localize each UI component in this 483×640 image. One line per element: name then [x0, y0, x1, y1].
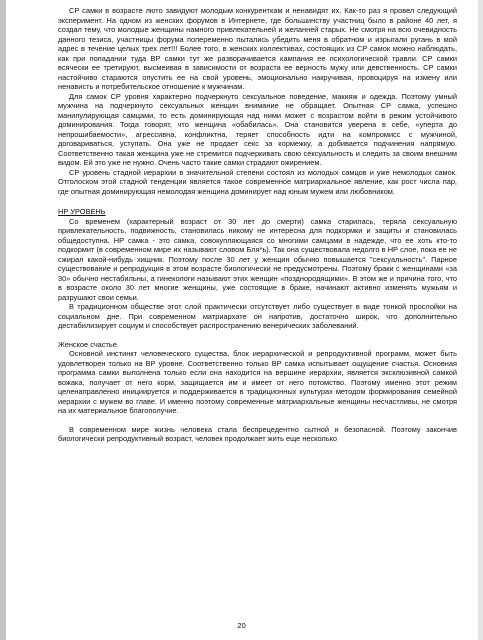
section-heading: НР УРОВЕНЬ	[58, 207, 106, 216]
paragraph: Основной инстинкт человеческого существа, блок иерархической и репродуктивной программ, может быть удовлетворен только на ВР уровне. Соответственно только ВР самка испытывает ощущение счастья. Основная программа самки выполнена только если она находится на вершине иерархии, является эксклюзивной самкой вожака, получает от него корм, защищается им и имеет от него потомство. Поэтому именно этот режим целенаправленно инициируется и поддерживается в традиционных культурах методом формирования семейной иерархии с мужем во главе. И именно поэтому современные матриархальные женщины несчастливы, не смотря на их материальное благополучие.	[58, 349, 457, 415]
page-number: 20	[237, 621, 246, 630]
scan-right-edge	[478, 0, 483, 640]
section-heading: Женское счастье.	[58, 339, 119, 349]
paragraph: В современном мире жизнь человека стала беспрецедентно сытной и безопасной. Поэтому закончив биологически репродуктивный возраст, человек продолжает жить еще несколько	[58, 424, 457, 443]
scan-left-edge	[0, 0, 6, 640]
paragraph: Со временем (характерный возраст от 30 лет до смерти) самка старилась, теряла сексуальную привлекательность, подвижность, становилась никому не интересна для подкормки и защиты и становилась общедоступна. НР самка - это самка, совокупляющаяся со многими самцами в надежде, что ее хоть кто-то подкормит (в современном мире их называют словом Бля*ь). Так она существовала недолго в НР слое, пока ее не сжирал какой-нибудь хищник. Поэтому после 30 лет у женщин обычно повышается "сексуальность". Парное существование и репродукция в этом возрасте биологически не предусмотрены. Поэтому браки с женщинами «за 30» обычно нестабильны, а гинекологи называют этих женщин «позднородящими». В этом же и причина того, что в возрасте около 30 лет многие женщины, уже состоящие в браке, начинают активно изменять мужьям и разрушают свои семьи.	[58, 216, 457, 302]
paragraph: СР самки в возрасте люто завидуют молодым конкуренткам и ненавидят их. Как-то раз я провел следующий эксперимент. На одном из женских форумов в Интернете, где большинству участниц было в районе 40 лет, я создал тему, что молодые женщины намного привлекательней и желанней старых. Не смотря на всю очевидность данного тезиса, участницы форума попеременно пытались убедить меня в обратном и изрыгали ругань в мой адрес в течение целых трех лет!!! Более того, в женских коллективах, состоящих из СР самок можно наблюдать, как при попадании туда ВР самки тут же разворачивается кампания ее психологической травли. СР самки всячески ее третируют, высмеивая в зависимости от возраста ее верность мужу или девственность. СР самки настойчиво стараются опустить ее на свой уровень, эмоционально накручивая, провоцируя на измену или ненависть и потребительское отношение к мужчинам.	[58, 6, 457, 91]
paragraph: В традиционном обществе этот слой практически отсутствует либо существует в виде тонкой прослойки на социальном дне. При современном матриархате он напротив, достаточно широк, что дополнительно дестабилизирует социум и способствует распространению венерических заболеваний.	[58, 302, 457, 330]
paragraph: Для самок СР уровня характерно подчеркнуто сексуальное поведение, макияж и одежда. Поэтому умный мужчина на подчеркнуто сексуальных женщин внимание не обращает. Опытная СР самка, успешно манипулирующая самцами, то есть доминирующая над ними может с возрастом войти в режим устойчивого доминирования. Тогда говорят, что женщина «обабилась». Она становится уверена в себе, «упертa до непрошибаемости», агрессивна, конфликтна, теряет способность идти на компромисс с мужчиной, договариваться, уступать. Она уже не продает секс за кормежку, а добивается подчинения напрямую. Соответственно такая женщина уже не стремится подчеркивать свою сексуальность и следить за своим внешним видом. Ей это уже не нужно. Очень часто такие самки страдают ожирением.	[58, 91, 457, 167]
paragraph: СР уровень стадной иерархии в значительной степени состоял из молодых самцов и уже немолодых самок. Отголоском этой стадной тенденции является такое современное матриархальное явление, как рост числа пар, где опытная доминирующая немолодая женщина доминирует над юным мужем или любовником.	[58, 167, 457, 196]
